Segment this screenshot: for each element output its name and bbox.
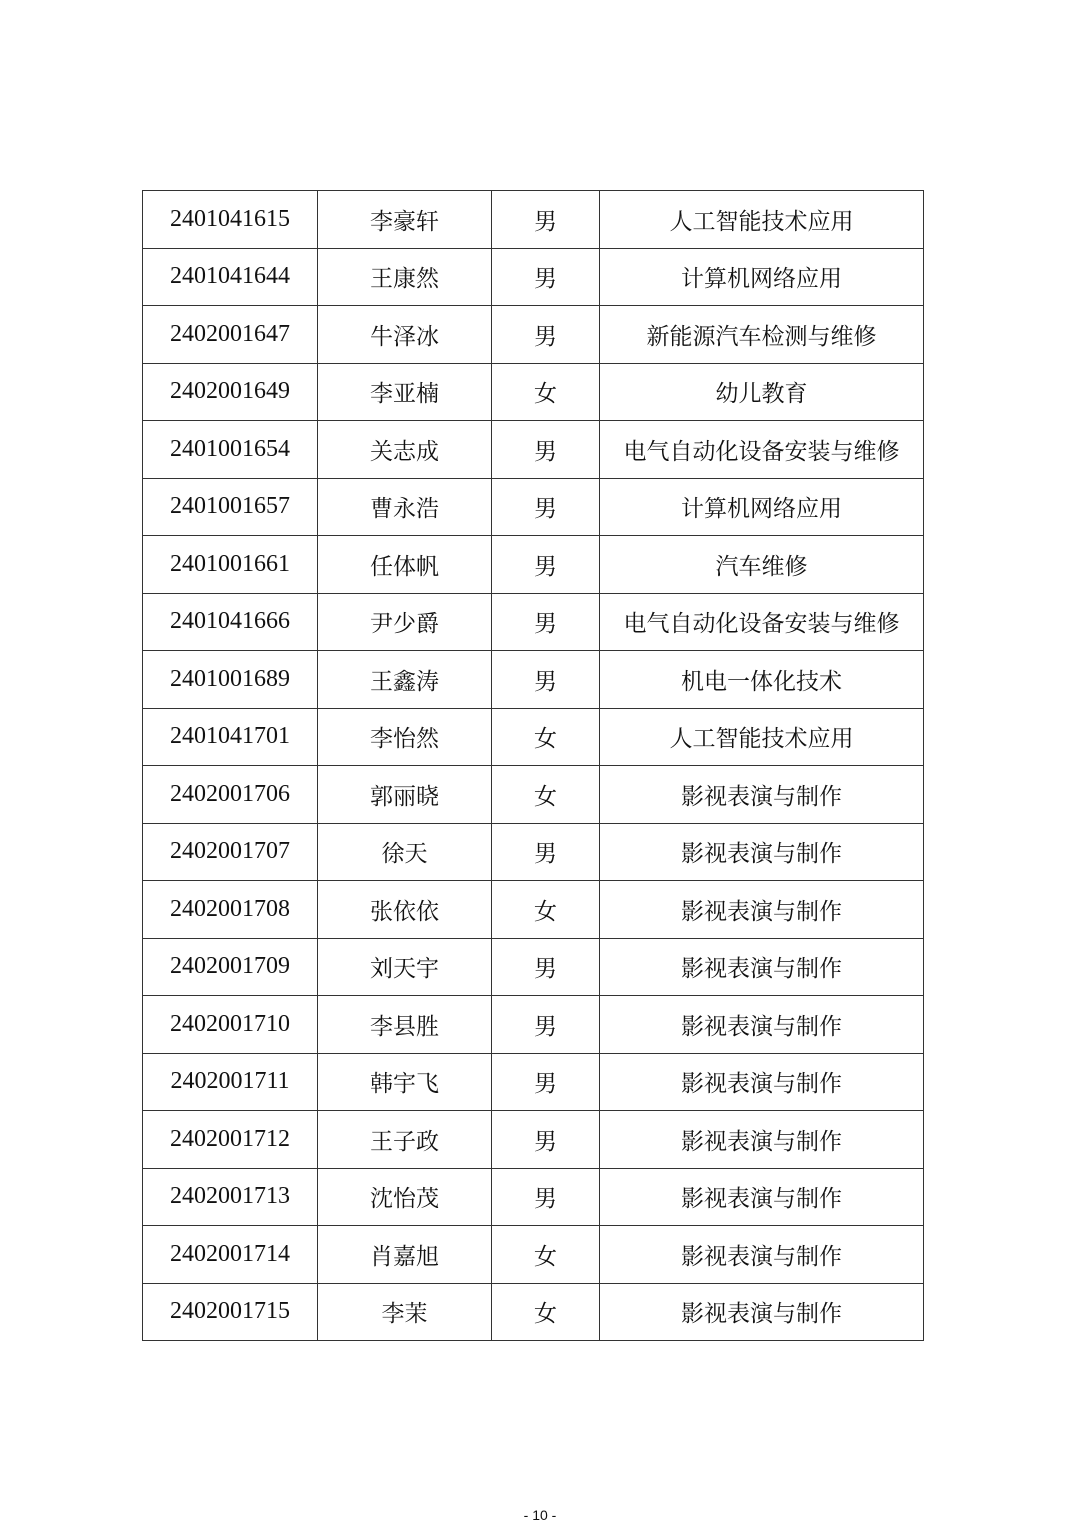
student-id-cell: 2401041666	[143, 593, 318, 651]
major-cell: 电气自动化设备安装与维修	[600, 593, 924, 651]
table-row	[143, 363, 924, 421]
student-name-cell: 王子政	[318, 1111, 492, 1169]
table-row	[143, 191, 924, 249]
gender-cell: 男	[492, 536, 600, 594]
major-cell: 幼儿教育	[600, 363, 924, 421]
major-cell: 机电一体化技术	[600, 651, 924, 709]
table-row	[143, 306, 924, 364]
major-cell: 影视表演与制作	[600, 1053, 924, 1111]
table-row	[143, 1283, 924, 1341]
student-name-cell: 李茉	[318, 1283, 492, 1341]
gender-cell: 男	[492, 996, 600, 1054]
table-row	[143, 881, 924, 939]
major-cell: 影视表演与制作	[600, 938, 924, 996]
table-row	[143, 536, 924, 594]
gender-cell: 男	[492, 593, 600, 651]
student-name-cell: 李县胜	[318, 996, 492, 1054]
table-row	[143, 708, 924, 766]
student-name-cell: 李亚楠	[318, 363, 492, 421]
student-name-cell: 张依依	[318, 881, 492, 939]
student-name-cell: 王鑫涛	[318, 651, 492, 709]
student-name-cell: 肖嘉旭	[318, 1226, 492, 1284]
gender-cell: 男	[492, 1053, 600, 1111]
table-row	[143, 651, 924, 709]
student-id-cell: 2402001707	[143, 823, 318, 881]
student-name-cell: 牛泽冰	[318, 306, 492, 364]
major-cell: 影视表演与制作	[600, 823, 924, 881]
gender-cell: 女	[492, 708, 600, 766]
table-row	[143, 1168, 924, 1226]
gender-cell: 男	[492, 478, 600, 536]
table-row	[143, 823, 924, 881]
student-name-cell: 任体帆	[318, 536, 492, 594]
student-name-cell: 关志成	[318, 421, 492, 479]
table-row	[143, 1111, 924, 1169]
major-cell: 计算机网络应用	[600, 478, 924, 536]
student-id-cell: 2401041644	[143, 248, 318, 306]
table-row	[143, 248, 924, 306]
student-name-cell: 曹永浩	[318, 478, 492, 536]
major-cell: 人工智能技术应用	[600, 191, 924, 249]
roster-table-body	[143, 191, 924, 1341]
student-id-cell: 2402001708	[143, 881, 318, 939]
student-name-cell: 刘天宇	[318, 938, 492, 996]
student-id-cell: 2402001714	[143, 1226, 318, 1284]
student-id-cell: 2402001709	[143, 938, 318, 996]
table-row	[143, 766, 924, 824]
student-id-cell: 2402001711	[143, 1053, 318, 1111]
table-row	[143, 593, 924, 651]
page-number: - 10 -	[523, 1507, 557, 1523]
student-name-cell: 尹少爵	[318, 593, 492, 651]
student-name-cell: 王康然	[318, 248, 492, 306]
student-id-cell: 2402001713	[143, 1168, 318, 1226]
gender-cell: 男	[492, 823, 600, 881]
student-name-cell: 韩宇飞	[318, 1053, 492, 1111]
major-cell: 电气自动化设备安装与维修	[600, 421, 924, 479]
student-id-cell: 2402001649	[143, 363, 318, 421]
student-id-cell: 2401001661	[143, 536, 318, 594]
student-id-cell: 2402001712	[143, 1111, 318, 1169]
table-row	[143, 996, 924, 1054]
student-id-cell: 2402001710	[143, 996, 318, 1054]
table-row	[143, 1226, 924, 1284]
table-row	[143, 421, 924, 479]
student-name-cell: 李豪轩	[318, 191, 492, 249]
major-cell: 新能源汽车检测与维修	[600, 306, 924, 364]
table-row	[143, 1053, 924, 1111]
gender-cell: 男	[492, 191, 600, 249]
gender-cell: 男	[492, 1168, 600, 1226]
major-cell: 人工智能技术应用	[600, 708, 924, 766]
major-cell: 汽车维修	[600, 536, 924, 594]
student-id-cell: 2402001715	[143, 1283, 318, 1341]
gender-cell: 男	[492, 248, 600, 306]
major-cell: 影视表演与制作	[600, 996, 924, 1054]
gender-cell: 女	[492, 881, 600, 939]
major-cell: 影视表演与制作	[600, 1283, 924, 1341]
student-id-cell: 2401041701	[143, 708, 318, 766]
student-name-cell: 郭丽晓	[318, 766, 492, 824]
student-id-cell: 2402001706	[143, 766, 318, 824]
table-row	[143, 478, 924, 536]
gender-cell: 男	[492, 306, 600, 364]
gender-cell: 女	[492, 766, 600, 824]
student-id-cell: 2401041615	[143, 191, 318, 249]
table-row	[143, 938, 924, 996]
student-name-cell: 徐天	[318, 823, 492, 881]
student-roster-table	[142, 190, 924, 1341]
student-name-cell: 李怡然	[318, 708, 492, 766]
major-cell: 影视表演与制作	[600, 881, 924, 939]
major-cell: 影视表演与制作	[600, 1226, 924, 1284]
gender-cell: 女	[492, 1226, 600, 1284]
student-id-cell: 2401001654	[143, 421, 318, 479]
student-id-cell: 2401001657	[143, 478, 318, 536]
student-id-cell: 2401001689	[143, 651, 318, 709]
gender-cell: 女	[492, 1283, 600, 1341]
gender-cell: 男	[492, 938, 600, 996]
gender-cell: 男	[492, 1111, 600, 1169]
gender-cell: 女	[492, 363, 600, 421]
student-name-cell: 沈怡茂	[318, 1168, 492, 1226]
student-id-cell: 2402001647	[143, 306, 318, 364]
major-cell: 影视表演与制作	[600, 1168, 924, 1226]
major-cell: 计算机网络应用	[600, 248, 924, 306]
gender-cell: 男	[492, 651, 600, 709]
gender-cell: 男	[492, 421, 600, 479]
major-cell: 影视表演与制作	[600, 1111, 924, 1169]
major-cell: 影视表演与制作	[600, 766, 924, 824]
